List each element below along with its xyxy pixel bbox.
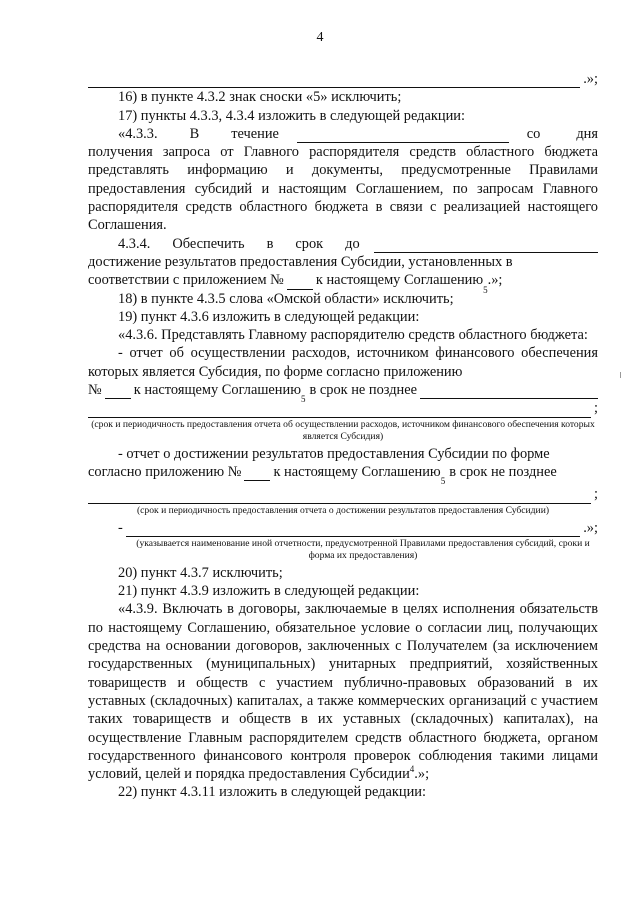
item-17: 17) пункты 4.3.3, 4.3.4 изложить в следующей редакции: <box>118 107 465 124</box>
text: к настоящему Соглашению <box>315 272 484 289</box>
text: к настоящему Соглашению <box>273 463 441 480</box>
text: согласно приложению № <box>88 463 242 480</box>
caption-other-reports: (указывается наименование иной отчетности, предусмотренной Правилами предоставления субсидий, сроки и форма их предоставления) <box>136 537 590 561</box>
line-tail: .»; <box>583 71 598 87</box>
item-22: 22) пункт 4.3.11 изложить в следующей редакции: <box>118 784 426 801</box>
clause-4-3-4-line3: соответствии с приложением № к настоящему Соглашению 5 .»; <box>88 272 503 295</box>
text: № <box>88 382 102 399</box>
fill-blank <box>88 404 591 418</box>
line-blank-end <box>88 70 598 88</box>
word: дня <box>576 125 598 142</box>
line-blank-end <box>88 399 598 417</box>
word: со <box>526 125 541 142</box>
item-16: 16) в пункте 4.3.2 знак сноски «5» исключить; <box>118 89 402 106</box>
line-blank-end <box>88 485 598 503</box>
clause-number: 4.3.4. <box>118 235 151 252</box>
word: В <box>189 125 200 142</box>
caption-expenses-report: (срок и периодичность предоставления отчета об осуществлении расходов, источником финансового обеспечения которых является Субсидия) <box>91 418 595 442</box>
report-expenses-deadline-line: № к настоящему Соглашению 5 в срок не позднее <box>88 381 598 399</box>
report-expenses-text: - отчет об осуществлении расходов, источником финансового обеспечения которых является Субсидия, по форме согласно приложению <box>88 345 598 380</box>
report-results-deadline-line: согласно приложению № к настоящему Соглашению 5 в срок не позднее <box>88 463 557 487</box>
word: срок <box>295 235 324 252</box>
line-tail: .»; <box>583 519 598 536</box>
text: .»; <box>414 766 430 783</box>
fill-blank <box>244 467 270 481</box>
text: в срок не позднее <box>309 382 418 399</box>
text: - <box>118 519 123 536</box>
document-body <box>88 70 598 802</box>
word: Обеспечить <box>172 235 245 252</box>
fill-blank <box>420 385 598 399</box>
fill-blank <box>126 523 580 537</box>
caption-results-report: (срок и периодичность предоставления отчета о достижении результатов предоставления Субсидии) <box>136 504 550 516</box>
clause-4-3-9-text <box>88 600 598 783</box>
line-tail: ; <box>594 486 598 503</box>
clause-4-3-3-text: получения запроса от Главного распорядителя средств областного бюджета представлять информацию и документы, предусмотренные Правилами предоставления субсидий и настоящим Соглашением, по запросам Главного распорядителя средств областного бюджета в связи с реализацией настоящего Соглашения. <box>88 144 598 234</box>
item-18: 18) в пункте 4.3.5 слова «Омской области» исключить; <box>118 290 454 307</box>
line-tail: ; <box>594 400 598 417</box>
other-reports-line <box>88 519 598 537</box>
item-20: 20) пункт 4.3.7 исключить; <box>118 564 283 581</box>
scan-mark <box>620 372 621 378</box>
text: .»; <box>487 272 503 289</box>
report-results-text: - отчет о достижении результатов предоставления Субсидии по форме <box>118 445 550 462</box>
fill-blank <box>88 490 591 504</box>
fill-blank <box>287 276 313 290</box>
item-19: 19) пункт 4.3.6 изложить в следующей редакции: <box>118 308 420 325</box>
text: к настоящему Соглашению <box>133 382 301 399</box>
page-number: 4 <box>316 30 324 45</box>
text: соответствии с приложением № <box>88 272 284 289</box>
word: до <box>345 235 360 252</box>
clause-4-3-4-line2: достижение результатов предоставления Субсидии, установленных в <box>88 253 513 270</box>
fill-blank <box>105 385 131 399</box>
fill-blank <box>374 239 598 253</box>
clause-4-3-4-first-line <box>88 235 598 253</box>
text: «4.3.9. Включать в договоры, заключаемые в целях исполнения обязательств по настоящему Соглашению, обязательное условие о согласии лиц, получающих средства на основании договоров, заключенных с Получателем (за исключением государственных (муниципальных) унитарных предприятий, хозяйственных товариществ и обществ с участием публично-правовых образований в их уставных (складочных) капиталах, а также коммерческих организаций с участием таких товариществ и обществ в их уставных (складочных) капиталах), на осуществление Главным распорядителем средств областного бюджета, органом государственного финансового контроля проверок соблюдения такими лицами условий, целей и порядка предоставления Субсидии <box>88 601 598 783</box>
clause-4-3-6-text: «4.3.6. Представлять Главному распорядителю средств областного бюджета: <box>118 327 588 344</box>
text: в срок не позднее <box>449 463 557 480</box>
word: течение <box>231 125 279 142</box>
fill-blank <box>297 129 509 143</box>
clause-number: «4.3.3. <box>118 125 158 142</box>
fill-blank <box>88 74 580 88</box>
word: в <box>266 235 274 252</box>
clause-4-3-3-first-line <box>88 125 598 143</box>
item-21: 21) пункт 4.3.9 изложить в следующей редакции: <box>118 583 420 600</box>
footnote-ref: 4 <box>409 764 415 775</box>
